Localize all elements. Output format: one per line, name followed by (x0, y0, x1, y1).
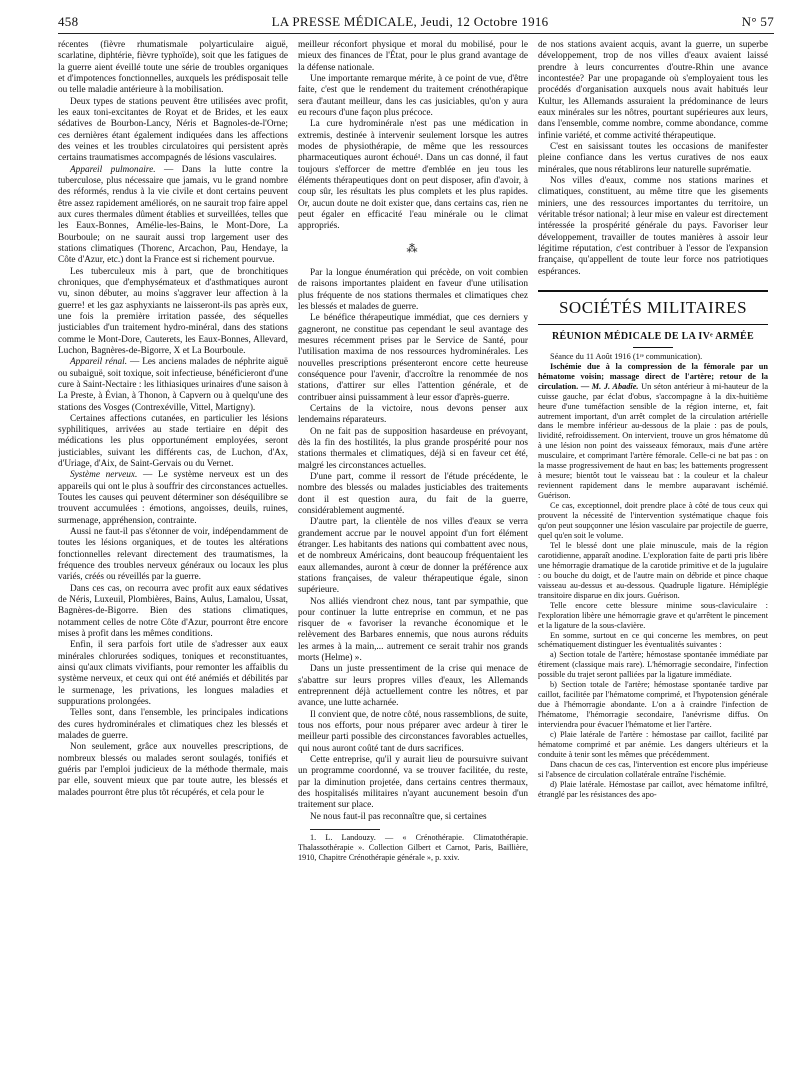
paragraph: Appareil rénal. — Les anciens malades de néphrite aiguë ou subaiguë, soit toxique, soit infectieuse, bénéficieront d'une cure à Saint-Nectaire : les lithiasiques urinaires d'une saison à La Preste, à Évian, à Thonon, à Capvern ou à quelqu'une des stations des Vosges (Contrexéville, Vittel, Martigny). (58, 357, 288, 413)
paragraph: Dans chacun de ces cas, l'intervention est encore plus impérieuse si l'absence de circulation collatérale entraîne l'ischémie. (538, 759, 768, 779)
paragraph: Dans un juste pressentiment de la crise qui menace de s'abattre sur leurs propres villes d'eaux, les Allemands entreprennent déjà actuellement contre les nôtres, et par avance, une lutte acharnée. (298, 664, 528, 709)
paragraph: Non seulement, grâce aux nouvelles prescriptions, de nombreux blessés ou malades seront soulagés, tonifiés et guéris par l'emploi judicieux de la méthode thermale, mais par elle, souvent mieux que par toute autre, les blessés et malades pourront être plus tôt récupérés, et cela pour le (58, 742, 288, 798)
page-header (58, 14, 774, 34)
paragraph: Certains de la victoire, nous devons penser aux lendemains réparateurs. (298, 403, 528, 426)
paragraph: Les tuberculeux mis à part, que de bronchitiques chroniques, que d'emphysémateux et d'asthmatiques auront vu, sinon débuter, au moins s'aggraver leur affection à la guerre! et les gaz asphyxiants ne laisseront-ils pas après eux, une fois la première irritation passée, des séquelles justiciables d'un traitement hydro-minéral, dans des stations comme le Mont-Dore, Cauterets, les Eaux-Bonnes, Allevard, Luchon, Bagnères-de-Bigorre, X et La Bourboule. (58, 266, 288, 356)
paragraph: Ne nous faut-il pas reconnaître que, si certaines (310, 811, 487, 822)
paragraph: Dans ces cas, on recourra avec profit aux eaux sédatives de Néris, Luxeuil, Plombières, Bains, Aulus, Lamalou, Ussat, Bagnères-de-Bigorre. Bien des stations climatiques, notamment celles de notre Côte d'Azur, pourront être encore mises à profit dans les mêmes conditions. (58, 583, 288, 640)
paragraph: Deux types de stations peuvent être utilisées avec profit, les eaux toni-excitantes de Royat et de Brides, et les eaux sédatives de Bourbon-Lancy, Néris et Bagnoles-de-l'Orne; ces dernières étant également indiquées dans les affections des veines et les troubles circulatoires qui persistent après certains traumatismes accompagnés de lésions vasculaires. (58, 96, 288, 164)
divider (633, 347, 673, 348)
footnote: 1. L. Landouzy. — « Crénothérapie. Climatothérapie. Thalassothérapie ». Collection Gilbert et Carnot, Paris, Baillière, 1910, Chapitre Crénothérapie générale », p. xxiv. (298, 833, 528, 862)
footnote-rule (310, 829, 380, 830)
paragraph: D'une part, comme il ressort de l'étude précédente, le nombre des blessés ou malades justiciables des traitements dont il est question aura, du fait de la guerre, considérablement augmenté. (298, 471, 528, 516)
paragraph: La cure hydrominérale n'est pas une médication in extremis, destinée à intervenir seulement lorsque les autres modes de physiothérapie, de même que les ressources pharmaceutiques auront échoué¹. Dans un cas donné, il faut toujours s'efforcer de mettre d'emblée en jeu tous les éléments thérapeutiques dont on peut disposer, afin d'avoir, à coup sûr, les résultats les plus complets et les plus rapides. Or, aucun doute ne doit exister que, dans certains cas, rien ne peut égaler en efficacité l'eau minérale ou le climat appropriés. (298, 119, 528, 232)
paragraph: Telles sont, dans l'ensemble, les principales indications des cures hydrominérales et climatiques chez les blessés et malades de guerre. (58, 708, 288, 742)
journal-title: LA PRESSE MÉDICALE, Jeudi, 12 Octobre 1916 (271, 14, 549, 29)
paragraph: meilleur réconfort physique et moral du mobilisé, pour le mieux des finances de l'État, pour le plus grand avantage de la défense nationale. (298, 40, 528, 73)
paragraph: D'autre part, la clientèle de nos villes d'eaux se verra grandement accrue par le nouvel appoint d'un fort élément étranger. Les habitants des nations qui combattent avec nous, et de nombreux Américains, dont beaucoup fréquentaient les eaux allemandes, auront à cœur de donner la préférence aux stations françaises, de valeur thérapeutique égale, sinon supérieure. (298, 517, 528, 596)
list-item: c) Plaie latérale de l'artère : hémostase par caillot, facilité par hématome comprimé et par anémie. Les dangers ultérieurs et la conduite à tenir sont les mêmes que précédemment. (538, 730, 768, 759)
author-name: M. J. Abadie. (591, 381, 639, 391)
section-heading: SOCIÉTÉS MILITAIRES (538, 290, 768, 325)
paragraph: Appareil pulmonaire. — Dans la lutte contre la tuberculose, plus nécessaire que jamais, vu le grand nombre des réformés, rendus à la vie civile et dont certains peuvent être assez rapidement améliorés, on ne saurait trop faire appel aux cures thermales dûment établies et surveillées, telles que les Eaux-Bonnes, Amélie-les-Bains, le Mont-Dore, La Bourboule; on ne saurait aussi trop largement user des stations climatiques (Thorenc, Arcachon, Pau, Hendaye, la Côte d'Azur, etc.) dont la France est si richement pourvue. (58, 164, 288, 266)
subsection-label: Appareil pulmonaire. (70, 164, 156, 175)
paragraph: C'est en saisissant toutes les occasions de manifester pleine confiance dans les vertus curatives de nos eaux minérales, que nous rétablirons leur naturelle suprématie. (538, 141, 768, 175)
paragraph: Le bénéfice thérapeutique immédiat, que ces derniers y gagneront, ne constitue pas cependant le seul avantage des mesures récemment prises par le Service de Santé, pour l'utilisation maxima de nos ressources hydrominérales. Les nouvelles prescriptions présenteront encore cette heureuse conséquence pour l'avenir, d'accroître la renommée de nos stations, d'attirer sur elles l'attention générale, et de contribuer ainsi puissamment à leur essor d'après-guerre. (298, 313, 528, 403)
list-item: a) Section totale de l'artère; hémostase spontanée immédiate par étirement (classique mais rare). L'hémorragie secondaire, l'infection possible du trajet seront palliées par la ligature immédiate. (538, 650, 768, 680)
section-asterism: ⁂ (406, 242, 420, 255)
column-3 (538, 40, 768, 1070)
column-2 (298, 40, 528, 1070)
list-item: d) Plaie latérale. Hémostase par caillot, avec hématome infiltré, étranglé par les résistances des apo- (538, 779, 768, 799)
paragraph: Cette entreprise, qu'il y aurait lieu de poursuivre suivant un programme coordonné, va se trouver facilitée, du reste, par la diminution projetée, dans certains centres thermaux, des hospitalisés militaires n'ayant aucunement besoin d'un traitement sur place. (298, 755, 528, 811)
list-item: b) Section totale de l'artère; hémostase spontanée tardive par caillot, facilitée par l'hématome comprimé, et l'hypotension générale due à l'hémorragie abondante. L'on a à craindre l'infection de l'hématome, l'hémorragie secondaire, l'anévrisme diffus. On interviendra pour évacuer l'hématome et lier l'artère. (538, 680, 768, 730)
paragraph: Une importante remarque mérite, à ce point de vue, d'être faite, c'est que le rendement du traitement crénothérapique sera d'autant meilleur, dans les cas jusiciables, qu'on y aura eu recours d'une façon plus précoce. (298, 73, 528, 118)
paragraph: Ce cas, exceptionnel, doit prendre place à côté de tous ceux qui prouvent la nécessité de l'intervention systématique chaque fois qu'on peut soupçonner une lésion vasculaire par projectile de guerre, quel qu'en soit le volume. (538, 501, 768, 540)
paragraph: récentes (fièvre rhumatismale polyarticulaire aiguë, scarlatine, diphtérie, fièvre typhoïde), soit que les fatigues de la guerre aient éveillé toute une série de troubles organiques et d'impotences fonctionnelles, auxquels les prédisposait telle ou telle maladie antérieure à la mobilisation. (58, 40, 288, 96)
paragraph: Il convient que, de notre côté, nous rassemblions, de suite, tous nos efforts, pour nous préparer avec ardeur à tirer le meilleur parti possible des circonstances favorables actuelles, qui nous auront coûté tant de durs sacrifices. (298, 709, 528, 754)
communication-title: Ischémie due à la compression de la fémorale par un hématome voisin; massage direct de l'artère; retour de la circulation. — (538, 361, 768, 391)
paragraph: de nos stations avaient acquis, avant la guerre, un superbe développement, trop de nos villes d'eaux avaient laissé prendre à leurs concurrentes d'outre-Rhin une avance incontestée? Par une propagande où s'employaient tous les procédés d'organisation auxquels nous avait habitués leur Kultur, les Allemands assuraient la prédominance de leurs eaux minérales sur les nôtres, pourtant supérieures aux leurs, dans l'ensemble, comme nombre, comme abondance, comme infinie variété, et comme activité thérapeutique. (538, 40, 768, 141)
paragraph: Nos villes d'eaux, comme nos stations marines et climatiques, constituent, au même titre que les gisements miniers, une des ressources importantes du territoire, un véritable trésor national; à leur mise en valeur est directement intéressée la prospérité générale du pays. Favoriser leur développement, travailler de toutes manières à assoir leur légitime réputation, c'est contribuer à l'essor de l'expansion française, qu'appellent de toute leur force nos patriotiques espérances. (538, 175, 768, 277)
session-line: Séance du 11 Août 1916 (1ʳᵉ communication). (550, 351, 703, 361)
paragraph: Certaines affections cutanées, en particulier les lésions syphilitiques, arrivées au stade tertiaire en dépit des médications les plus opportunément employées, seront justiciables, suivant les différents cas, de Luchon, d'Ax, d'Uriage, d'Aix, de Saint-Gervais ou du Vernet. (58, 413, 288, 470)
meeting-heading: RÉUNION MÉDICALE DE LA IVᵉ ARMÉE (552, 330, 754, 342)
paragraph: En somme, surtout en ce qui concerne les membres, on peut schématiquement distinguer les éventualités suivantes : (538, 630, 768, 650)
subsection-label: Système nerveux. (70, 470, 138, 481)
paragraph: Système nerveux. — Le système nerveux est un des appareils qui ont le plus à souffrir des circonstances actuelles. Toutes les causes qui peuvent déterminer son déséquilibre se trouvent accumulées : émotions, angoisses, deuils, ruines, surmenage, appréhension, contrainte. (58, 470, 288, 526)
paragraph: On ne fait pas de supposition hasardeuse en prévoyant, dès la fin des hostilités, la plus grande prospérité pour nos stations thermales et climatiques, déjà si en faveur cet été, malgré les circonstances actuelles. (298, 426, 528, 471)
page-number: 458 (58, 14, 79, 29)
paragraph: Par la longue énumération qui précède, on voit combien de raisons importantes plaident en faveur d'une utilisation plus fréquente de nos stations thermales et climatiques chez les blessés et malades de guerre. (298, 267, 528, 312)
column-1 (58, 40, 288, 1070)
issue-number: N° 57 (741, 14, 774, 29)
paragraph: Telle encore cette blessure minime sous-claviculaire : l'exploration libère une hémorragie grave et qu'arrêtent le pincement et la ligature de la sous-clavière. (538, 600, 768, 630)
subsection-label: Appareil rénal. (70, 357, 128, 368)
paragraph: Aussi ne faut-il pas s'étonner de voir, indépendamment de toutes les lésions organiques, et de toutes les altérations fonctionnelles relevant directement des traumatismes, la fréquence des troubles nerveux généraux ou locaux les plus variés, créés ou réveillés par la guerre. (58, 527, 288, 583)
paragraph: Nos alliés viendront chez nous, tant par sympathie, que pour continuer la lutte entreprise en commun, et ne pas risquer de « favoriser la revanche économique et le relèvement des Barbares ennemis, que nous aurons réduits les armes à la main,... autrement ce serait trahir nos grands morts (Helme) ». (298, 596, 528, 664)
paragraph: Tel le blessé dont une plaie minuscule, mais de la région carotidienne, apparaît anodine. L'exploration faite de parti pris libère une hémorragie dramatique de la carotide primitive et de la jugulaire : ou bouche du doigt, et de l'autre main on débride et pince chaque vaisseau au-dessus et au-dessous. Quadruple ligature. Hémiplégie transitoire disparue en dix jours. Guérison. (538, 540, 768, 600)
paragraph: Enfin, il sera parfois fort utile de s'adresser aux eaux minérales chlorurées sodiques, toniques et reconstituantes, ainsi qu'aux climats vivifiants, pour remonter les affaiblis du système nerveux, et ceux qui ont été anémiés et débilités par le surmenage, les privations, les longues maladies et suppurations prolongées. (58, 640, 288, 708)
communication-paragraph: Ischémie due à la compression de la fémorale par un hématome voisin; massage direct de l'artère; retour de la circulation. — M. J. Abadie. Un séton antérieur à mi-hauteur de la cuisse gauche, par éclat d'obus, s'accompagne à la dix-huitième heure d'une tuméfaction sensible de la région interne, et, fait autrement important, d'un arrêt complet de la circulation artérielle dans le membre inférieur au-dessous de la plaie : pas de pouls, lividité, refroidissement. On intervient, trouve un gros hématome dû à une lésion non point des vaisseaux fémoraux, mais d'une artère musculaire, et comprimant l'artère fémorale. Celle-ci ne bat pas : on la masse progressivement de haut en bas; les battements progressent à mesure; bientôt tout le vaisseau bat : la couleur et la chaleur reviennent rapidement dans le membre auparavant ischémié. Guérison. (538, 361, 768, 501)
